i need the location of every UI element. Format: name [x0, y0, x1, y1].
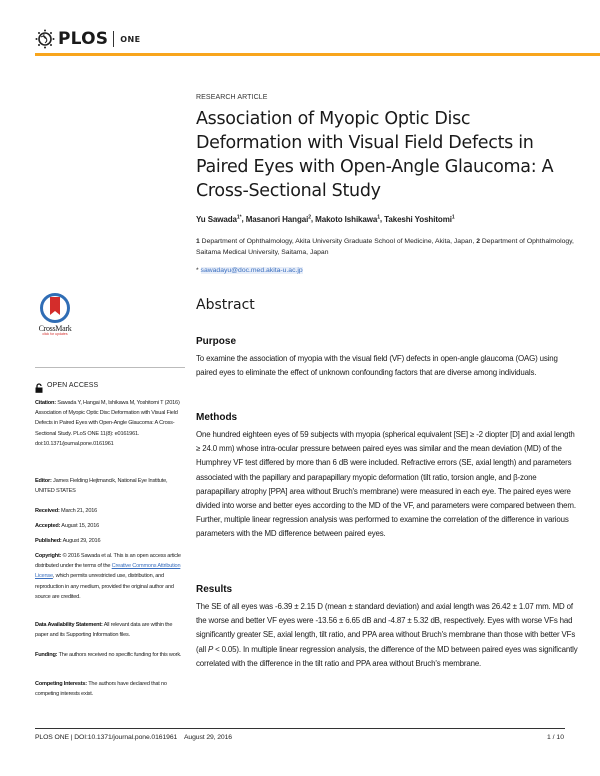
header-accent-rule	[35, 53, 600, 56]
purpose-text: To examine the association of myopia with the visual field (VF) defects in open-angle glaucoma (OAG) using paired eyes to eliminate the effect of unknown confounding factors that are diverse among individuals.	[196, 354, 558, 378]
crossmark-label: CrossMark	[38, 324, 72, 333]
methods-heading: Methods	[196, 412, 238, 423]
competing-interests: Competing Interests: The authors have declared that no competing interests exist.	[35, 681, 167, 698]
unlocked-padlock-icon	[35, 380, 43, 390]
page-number: 1 / 10	[546, 734, 564, 741]
funding: Funding: The authors received no specific funding for this work.	[35, 652, 182, 658]
footer-citation: PLOS ONE | DOI:10.1371/journal.pone.0161961 August 29, 2016	[35, 734, 232, 741]
abstract-heading: Abstract	[196, 297, 255, 313]
editor: Editor: James Fielding Hejtmancik, National Eye Institute, UNITED STATES	[35, 478, 168, 495]
crossmark-sublabel: click for updates	[42, 332, 68, 336]
purpose-heading: Purpose	[196, 336, 237, 347]
author[interactable]: Yu Sawada$^{1*}$	[196, 214, 242, 224]
author[interactable]: Masanori Hangai$^2$	[245, 214, 311, 224]
license-link[interactable]: Creative Commons Attribution License	[35, 563, 181, 580]
article-type: RESEARCH ARTICLE	[196, 94, 268, 101]
author[interactable]: Makoto Ishikawa$^1$	[315, 214, 380, 224]
logo-separator	[113, 31, 114, 47]
footer-rule	[35, 728, 565, 729]
results-heading: Results	[196, 584, 233, 595]
plos-globe-icon	[35, 29, 55, 49]
copyright: Copyright: © 2016 Sawada et al. This is an open access article distributed under the terms of the Creative Commons Attribution License, which permits unrestricted use, distribution, and reproduction in any medium, provided the original author and source are credited.	[35, 553, 181, 600]
methods-text: One hundred eighteen eyes of 59 subjects with myopia (spherical equivalent [SE] ≥ -2 diopter [D] and axial length ≥ 24.0 mm) whose intra-ocular pressure between paired eyes was similar and the mean deviation (MD) of the Humphrey VF test differed by more than 6 dB were included. Refractive errors (SE, axial length) and parameters associated with the papillary and parapapillary myopic deformation (tilt ratio, torsion angle, and β-zone parapapillary atrophy [PPA] area without Bruch's membrane) were measured in each eye. The paired eyes were divided into worse and better eyes according to the MD of the VF, and parameters were compared between them. Further, multiple linear regression analysis was performed to examine the correlation of the difference in various parameters with the MD difference between paired eyes.	[196, 430, 576, 539]
article-title: Association of Myopic Optic Disc Deformation with Visual Field Defects in Paired Eyes with Open-Angle Glaucoma: A Cross-Sectional Study	[196, 109, 554, 201]
published-date: Published: August 29, 2016	[35, 538, 101, 544]
open-access-badge	[35, 380, 98, 390]
logo-plos-text: PLOS	[58, 29, 109, 49]
results-text: The SE of all eyes was -6.39 ± 2.15 D (mean ± standard deviation) and axial length was 26.42 ± 1.07 mm. MD of the worse and better VF eyes were -13.56 ± 6.65 dB and -4.87 ± 5.32 dB, respectively. Eyes with worse VFs had significantly greater SE, axial length, tilt ratio, and PPA area without Bruch's membrane than those with better VFs (all P < 0.05). In multiple linear regression analysis, the difference of the MD between paired eyes was significantly correlated with the difference in the tilt ratio and PPA area without Bruch's membrane.	[196, 602, 578, 668]
data-availability: Data Availability Statement: All relevant data are within the paper and its Supporting Information files.	[35, 622, 173, 639]
author[interactable]: Takeshi Yoshitomi$^1$	[384, 214, 455, 224]
accepted-date: Accepted: August 15, 2016	[35, 523, 100, 529]
plos-one-logo[interactable]	[35, 28, 141, 50]
citation: Citation: Sawada Y, Hangai M, Ishikawa M, Yoshitomi T (2016) Association of Myopic Optic Disc Deformation with Visual Field Defects in Paired Eyes with Open-Angle Glaucoma: A Cross-Sectional Study. PLoS ONE 11(8): e0161961. doi:10.1371/journal.pone.0161961	[35, 400, 180, 447]
affiliations: 1 Department of Ophthalmology, Akita University Graduate School of Medicine, Akita, Japan, 2 Department of Ophthalmology, Saitama Medical University, Saitama, Japan	[196, 238, 574, 256]
author-list: Yu Sawada$^{1*}$, Masanori Hangai$^2$, Makoto Ishikawa$^1$, Takeshi Yoshitomi$^1$	[196, 214, 455, 224]
email-link[interactable]: sawadayu@doc.med.akita-u.ac.jp	[200, 267, 303, 274]
logo-one-text: ONE	[120, 34, 141, 44]
received-date: Received: March 21, 2016	[35, 508, 98, 514]
open-access-label: OPEN ACCESS	[47, 381, 99, 389]
sidebar-divider	[35, 367, 185, 368]
corresponding-email: * sawadayu@doc.med.akita-u.ac.jp	[196, 267, 303, 274]
crossmark-badge[interactable]	[33, 293, 77, 336]
crossmark-icon	[40, 293, 70, 323]
